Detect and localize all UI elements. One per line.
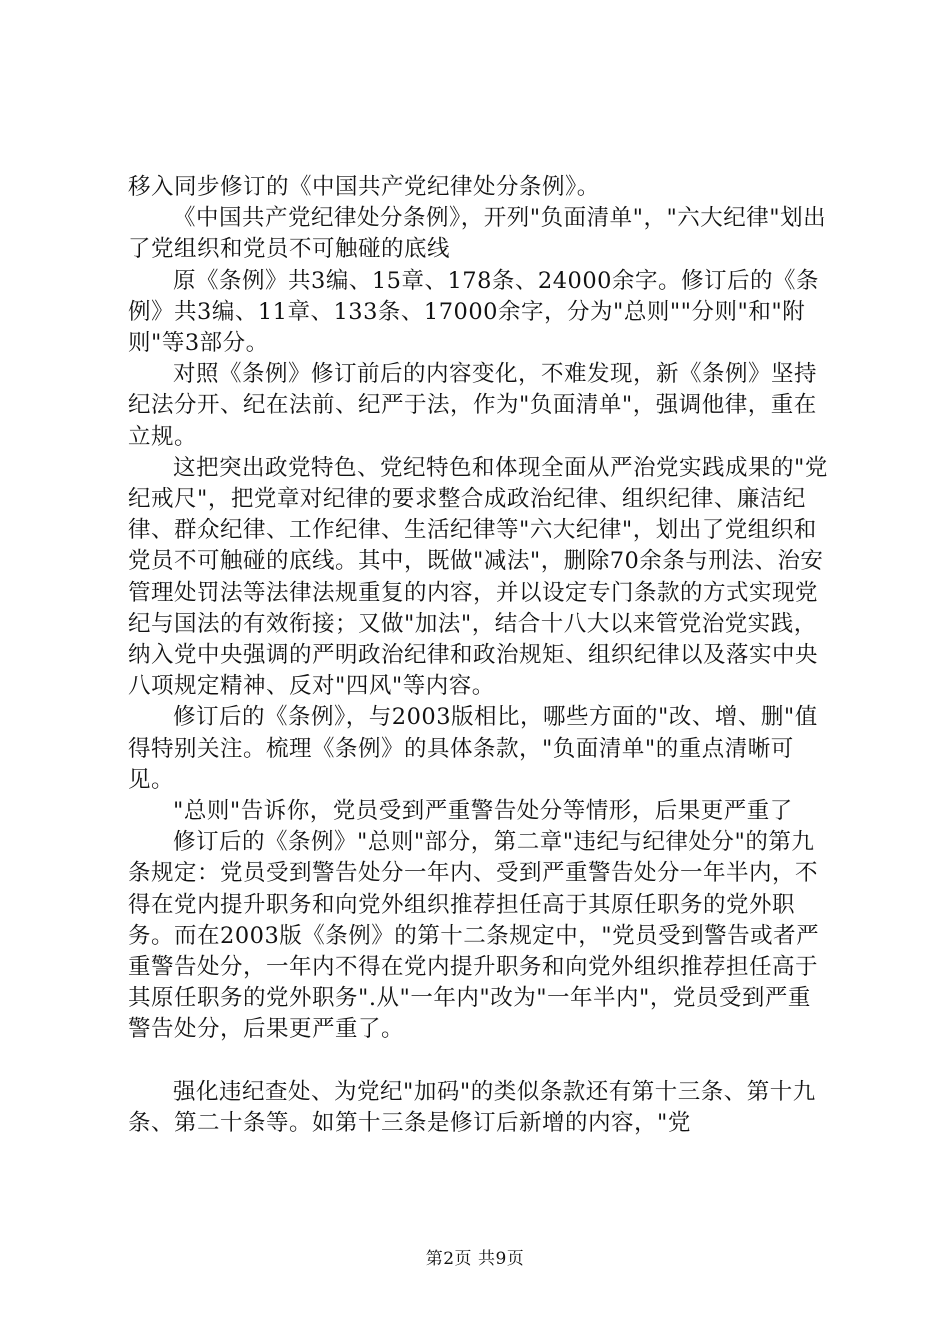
paragraph-1: 移入同步修订的《中国共产党纪律处分条例》。	[128, 174, 600, 200]
paragraph-8: 修订后的《条例》"总则"部分，第二章"违纪与纪律处分"的第九条规定：党员受到警告处分一年内、受到严重警告处分一年半内，不得在党内提升职务和向党外组织推荐担任高于其原任职务的党外职务。而在2003版《条例》的第十二条规定中，"党员受到警告或者严重警告处分，一年内不得在党内提升职务和向党外组织推荐担任高于其原任职务的党外职务".从"一年内"改为"一年半内"，党员受到严重警告处分，后果更严重了。	[128, 829, 820, 1043]
paragraph-3: 原《条例》共3编、15章、178条、24000余字。修订后的《条例》共3编、11章、133条、17000余字，分为"总则""分则"和"附则"等3部分。	[128, 267, 819, 357]
paragraph-9: 强化违纪查处、为党纪"加码"的类似条款还有第十三条、第十九条、第二十条等。如第十三条是修订后新增的内容，"党	[128, 1078, 816, 1136]
paragraph-7: "总则"告诉你，党员受到严重警告处分等情形，后果更严重了	[173, 798, 793, 825]
paragraph-6: 修订后的《条例》，与2003版相比，哪些方面的"改、增、删"值得特别关注。梳理《条例》的具体条款，"负面清单"的重点清晰可见。	[128, 704, 818, 793]
paragraph-4: 对照《条例》修订前后的内容变化，不难发现，新《条例》坚持纪法分开、纪在法前、纪严于法，作为"负面清单"，强调他律，重在立规。	[128, 361, 818, 450]
paragraph-5: 这把突出政党特色、党纪特色和体现全面从严治党实践成果的"党纪戒尺"，把党章对纪律的要求整合成政治纪律、组织纪律、廉洁纪律、群众纪律、工作纪律、生活纪律等"六大纪律"，划出了党组织和党员不可触碰的底线。其中，既做"减法"，删除70余条与刑法、治安管理处罚法等法律法规重复的内容，并以设定专门条款的方式实现党纪与国法的有效衔接；又做"加法"，结合十八大以来管党治党实践，纳入党中央强调的严明政治纪律和政治规矩、组织纪律以及落实中央八项规定精神、反对"四风"等内容。	[128, 454, 828, 700]
page-footer: 第2页 共9页	[425, 1249, 525, 1269]
body-text	[128, 172, 833, 1139]
paragraph-2: 《中国共产党纪律处分条例》，开列"负面清单"，"六大纪律"划出了党组织和党员不可触碰的底线	[128, 205, 827, 263]
